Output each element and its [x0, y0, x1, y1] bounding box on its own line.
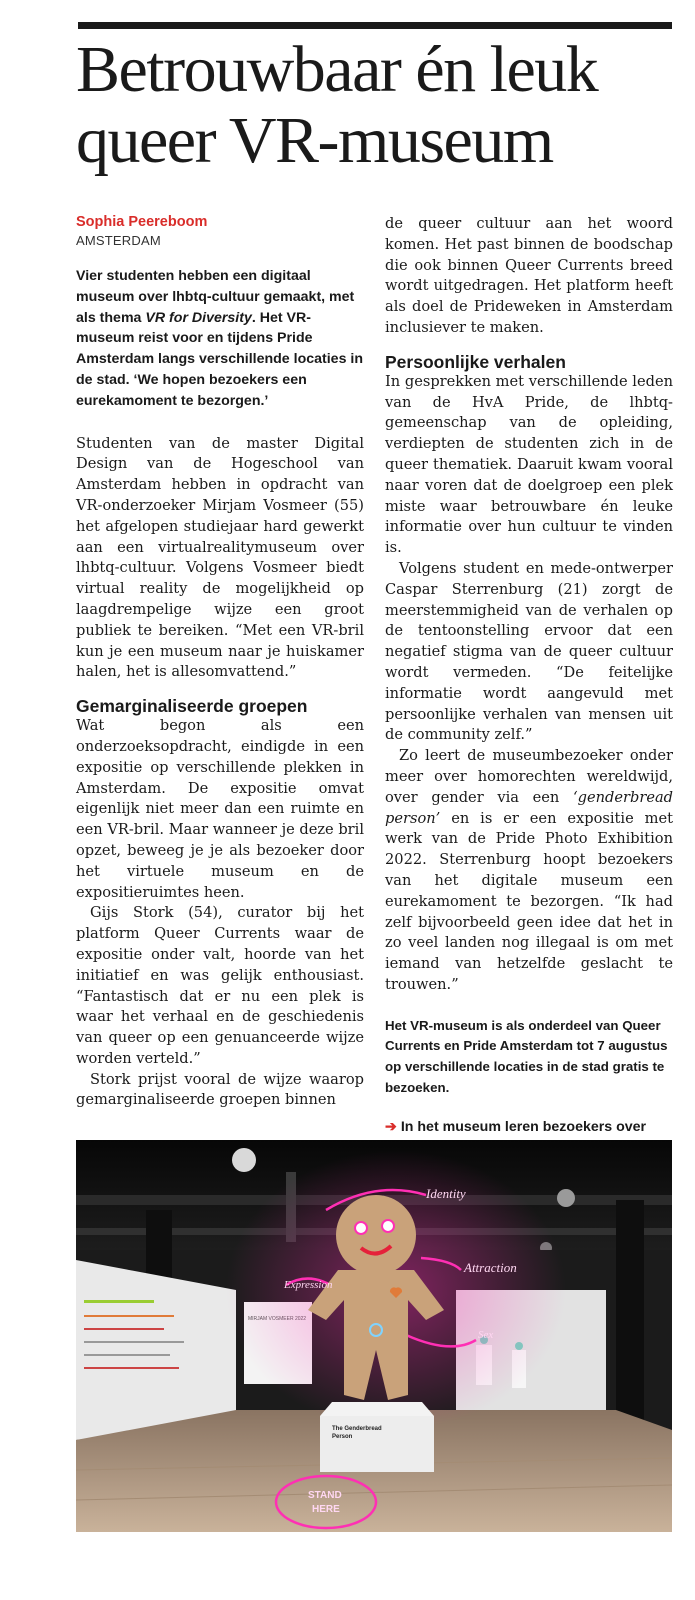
neon-label-attraction: Attraction — [464, 1260, 517, 1275]
body-paragraph-2: Wat begon als een onderzoeksopdracht, eindigde in een expositie op verschillende plekken in Amsterdam. De expositie omvat eigenlijk niet meer dan een ruimte en een VR-bril. Maar wanneer je deze bril opzet, beweeg je je als bezoeker door het virtuele museum en de expositieruimtes heen. — [76, 717, 364, 901]
body-paragraph-7: Volgens student en mede-ontwerper Caspar Sterrenburg (21) zorgt de meerstemmigheid van de verhalen op de tentoonstelling ervoor dat een negatief stigma van de queer cultuur wordt vermeden. “De feitelijke informatie wordt aangevuld met persoonlijke verhalen van mensen uit de community zelf.” — [385, 559, 673, 744]
subheading-1: Gemarginaliseerde groepen — [76, 696, 308, 717]
info-box: Het VR-museum is als onderdeel van Queer Currents en Pride Amsterdam tot 7 augustus op verschillende locaties in de stad gratis te bezoeken. — [385, 1017, 668, 1096]
pedestal — [320, 1416, 434, 1472]
pedestal-title-line-1: The Genderbread — [332, 1426, 382, 1432]
body-paragraph-6: In gesprekken met verschillende leden van de HvA Pride, de lhbtq-gemeenschap van de opleiding, verdiepten de studenten zich in de queer thematiek. Daaruit kwam vooral naar voren dat de doelgroep een plek miste waar betrouwbare én leuke informatie over hun cultuur te vinden is. — [385, 372, 673, 557]
pillar-right — [616, 1200, 644, 1440]
para-8-text-1: Zo leert de museumbezoeker onder meer over homorechten wereldwijd, over gender via een — [385, 747, 673, 806]
caption-arrow-icon: ➔ — [385, 1118, 397, 1135]
floor-label-stand: STAND — [308, 1490, 342, 1501]
neon-label-expression: Expression — [284, 1279, 333, 1291]
pedestal-title-line-2: Person — [332, 1434, 353, 1440]
body-paragraph-4: Stork prijst vooral de wijze waarop gemarginaliseerde groepen binnen — [76, 1070, 364, 1109]
body-paragraph-3: Gijs Stork (54), curator bij het platform Queer Currents waar de expositie onder valt, hoorde van het initiatief en was gelijk enthousiast. “Fantastisch dat er nu een plek is waar het verhaal en de geschiedenis van queer op een genuanceerde wijze worden verteld.” — [76, 904, 364, 1067]
author-byline: Sophia Peereboom — [76, 214, 208, 230]
left-column — [76, 212, 364, 1111]
subheading-2: Persoonlijke verhalen — [385, 351, 566, 372]
wall-text-line — [84, 1315, 174, 1317]
wall-text-line — [84, 1328, 164, 1330]
lead-text-2: . Het VR-museum reist voor en tijdens Pride Amsterdam langs verschillende locaties in de stad. ‘We hopen bezoekers een eurekamoment te bezorgen.’ — [76, 309, 364, 409]
lead-text-1: Vier studenten hebben een digitaal museum over lhbtq-cultuur gemaakt, met als thema — [76, 268, 355, 326]
left-exhibit-wall — [76, 1260, 236, 1440]
floor-label-here: HERE — [312, 1504, 340, 1515]
right-column — [385, 214, 673, 1179]
body-paragraph-1: Studenten van de master Digital Design van de Hogeschool van Amsterdam hebben in opdracht van VR-onderzoeker Mirjam Vosmeer (55) het afgelopen studiejaar hard gewerkt aan een virtualrealitymuseum over lhbtq-cultuur. Volgens Vosmeer biedt virtual reality de mogelijkheid op laagdrempelige wijze een groot publiek te bereiken. “Met een VR-bril kun je een museum naar je huiskamer halen, het is allesomvattend.” — [76, 434, 364, 681]
body-paragraph-5: de queer cultuur aan het woord komen. Het past binnen de boodschap die ook binnen Queer Currents breed wordt uitgedragen. Het platform heeft als doel de Prideweken in Amsterdam inclusiever te maken. — [385, 215, 673, 336]
wall-text-line — [84, 1367, 179, 1369]
vr-museum-illustration — [76, 1140, 672, 1532]
neon-label-identity: Identity — [426, 1186, 466, 1201]
wall-text-line — [84, 1341, 184, 1343]
wall-text-line — [84, 1300, 154, 1303]
top-rule — [78, 22, 672, 29]
dateline-location: AMSTERDAM — [76, 233, 161, 248]
ceiling-lamp-2 — [557, 1189, 575, 1207]
body-paragraph-8 — [385, 746, 673, 996]
headline: Betrouwbaar én leuk queer VR-museum — [76, 33, 598, 177]
caption-text-1: In het museum leren bezoekers over — [400, 1118, 647, 1135]
ceiling-lamp-1 — [232, 1148, 256, 1172]
wall-text-line — [84, 1354, 170, 1356]
article-photo — [76, 1140, 672, 1532]
lead-theme: VR for Diversity — [145, 309, 252, 326]
para-8-text-2: en is er een expositie met werk van de Pride Photo Exhibition 2022. Sterrenburg hoopt bezoekers van het digitale museum een eurekamoment te bezorgen. “Ik had zelf bijvoorbeeld geen idee dat het in zo veel landen nog illegaal is om met iemand van hetzelfde geslacht te trouwen.” — [385, 809, 673, 993]
neon-label-sex: Sex — [478, 1329, 494, 1341]
lead-paragraph — [76, 266, 364, 412]
para-8-term: ‘genderbread person’ — [385, 788, 673, 827]
pedestal-top — [320, 1402, 434, 1416]
